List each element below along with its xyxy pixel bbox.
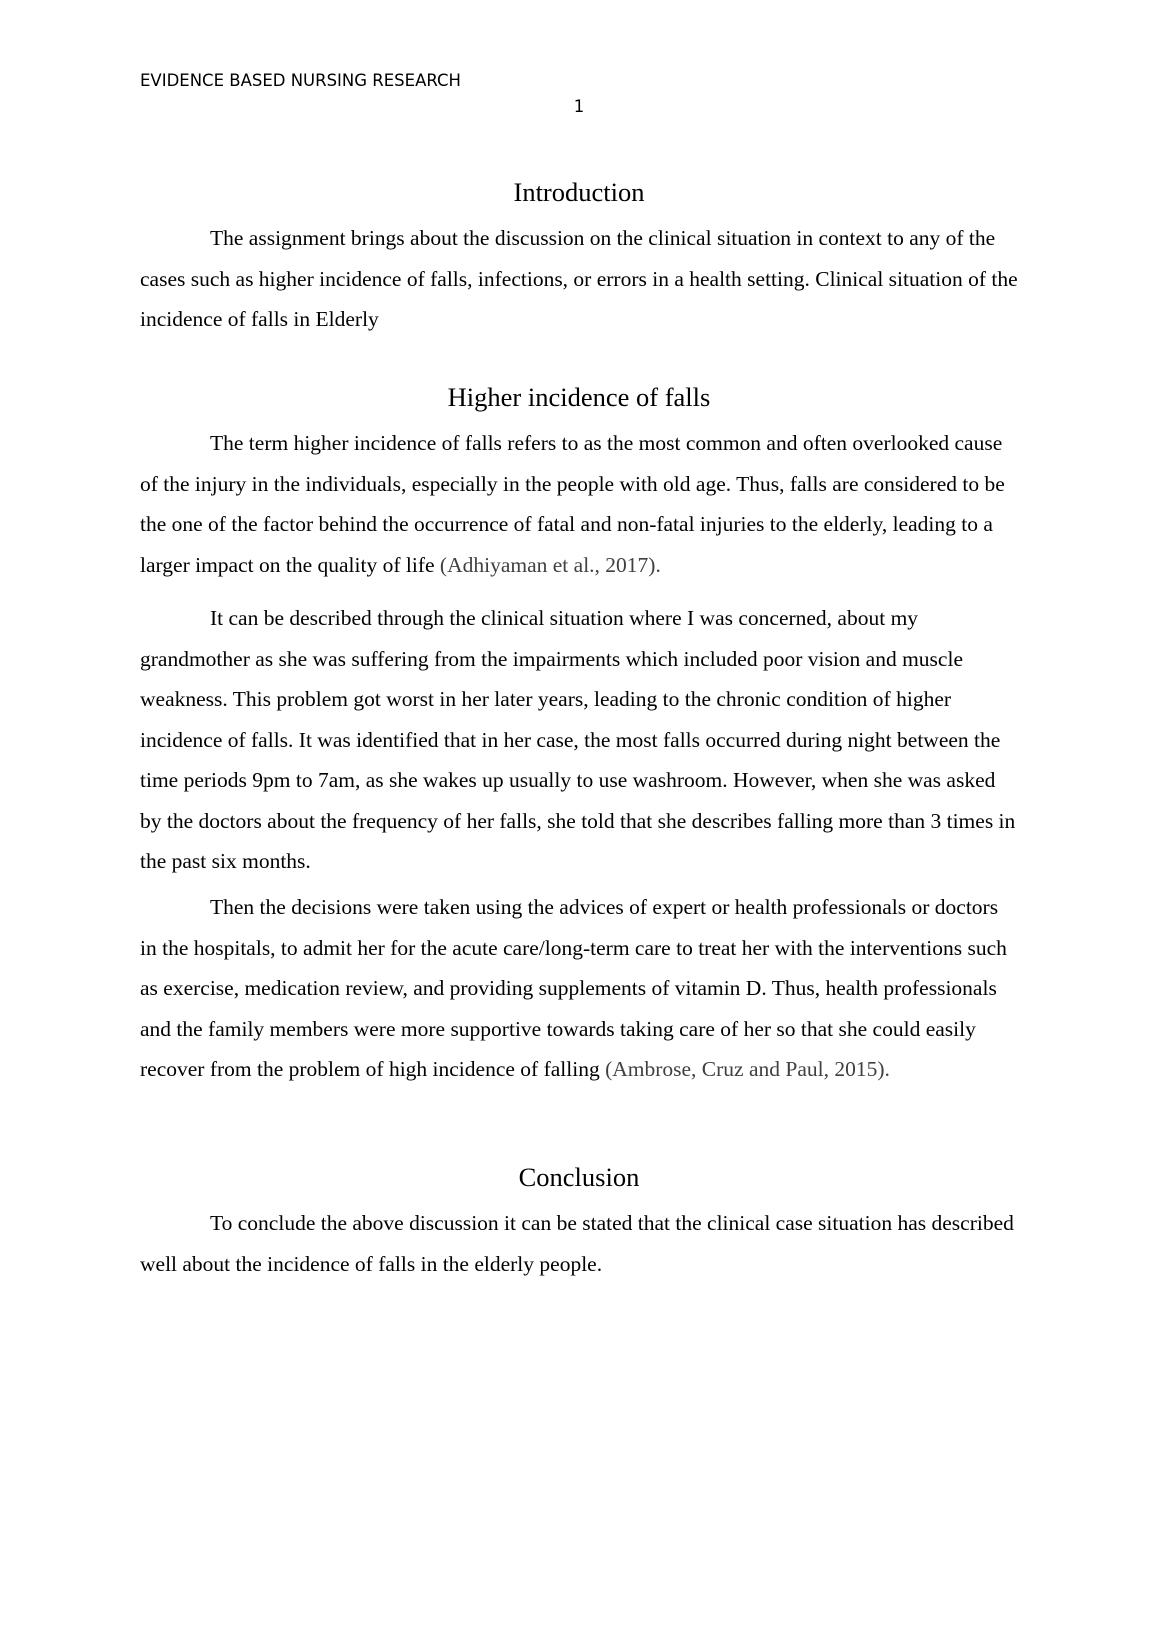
citation-adhiyaman: (Adhiyaman et al., 2017). <box>439 552 661 577</box>
introduction-paragraph: The assignment brings about the discussion on the clinical situation in context to any of the cases such as higher incidence of falls, infections, or errors in a health setting. Clinical situation of the incidence of falls in Elderly <box>140 226 1018 331</box>
falls-section <box>140 423 1020 585</box>
falls-section-3 <box>140 887 1020 1090</box>
conclusion-heading: Conclusion <box>518 1162 640 1192</box>
conclusion-section <box>140 1203 1020 1284</box>
citation-ambrose: (Ambrose, Cruz and Paul, 2015). <box>605 1057 890 1081</box>
page-number: 1 <box>573 97 585 116</box>
introduction-section <box>140 218 1020 340</box>
falls-paragraph-3-text: Then the decisions were taken using the advices of expert or health professionals or doctors in the hospitals, to admit her for the acute care/long-term care to treat her with the interventions such as exercise, medication review, and providing supplements of vitamin D. Thus, health professionals and the family members were more supportive towards taking care of her so that she could easily recover from the problem of high incidence of falling <box>140 895 1007 1081</box>
introduction-heading: Introduction <box>513 177 645 207</box>
falls-paragraph-2: It can be described through the clinical situation where I was concerned, about my grandmother as she was suffering from the impairments which included poor vision and muscle weakness. This problem got worst in her later years, leading to the chronic condition of higher incidence of falls. It was identified that in her case, the most falls occurred during night between the time periods 9pm to 7am, as she wakes up usually to use washroom. However, when she was asked by the doctors about the frequency of her falls, she told that she describes falling more than 3 times in the past six months. <box>140 606 1016 873</box>
conclusion-paragraph: To conclude the above discussion it can be stated that the clinical case situation has described well about the incidence of falls in the elderly people. <box>140 1211 1014 1276</box>
falls-heading: Higher incidence of falls <box>447 382 711 412</box>
falls-paragraph-3 <box>140 887 1020 1090</box>
falls-paragraph-1 <box>140 423 1020 585</box>
running-head: EVIDENCE BASED NURSING RESEARCH <box>140 71 461 90</box>
falls-section-2 <box>140 598 1020 882</box>
falls-paragraph-1-text: The term higher incidence of falls refers to as the most common and often overlooked cause of the injury in the individuals, especially in the people with old age. Thus, falls are considered to be the one of the factor behind the occurrence of fatal and non-fatal injuries to the elderly, leading to a larger impact on the quality of life <box>140 431 1005 577</box>
